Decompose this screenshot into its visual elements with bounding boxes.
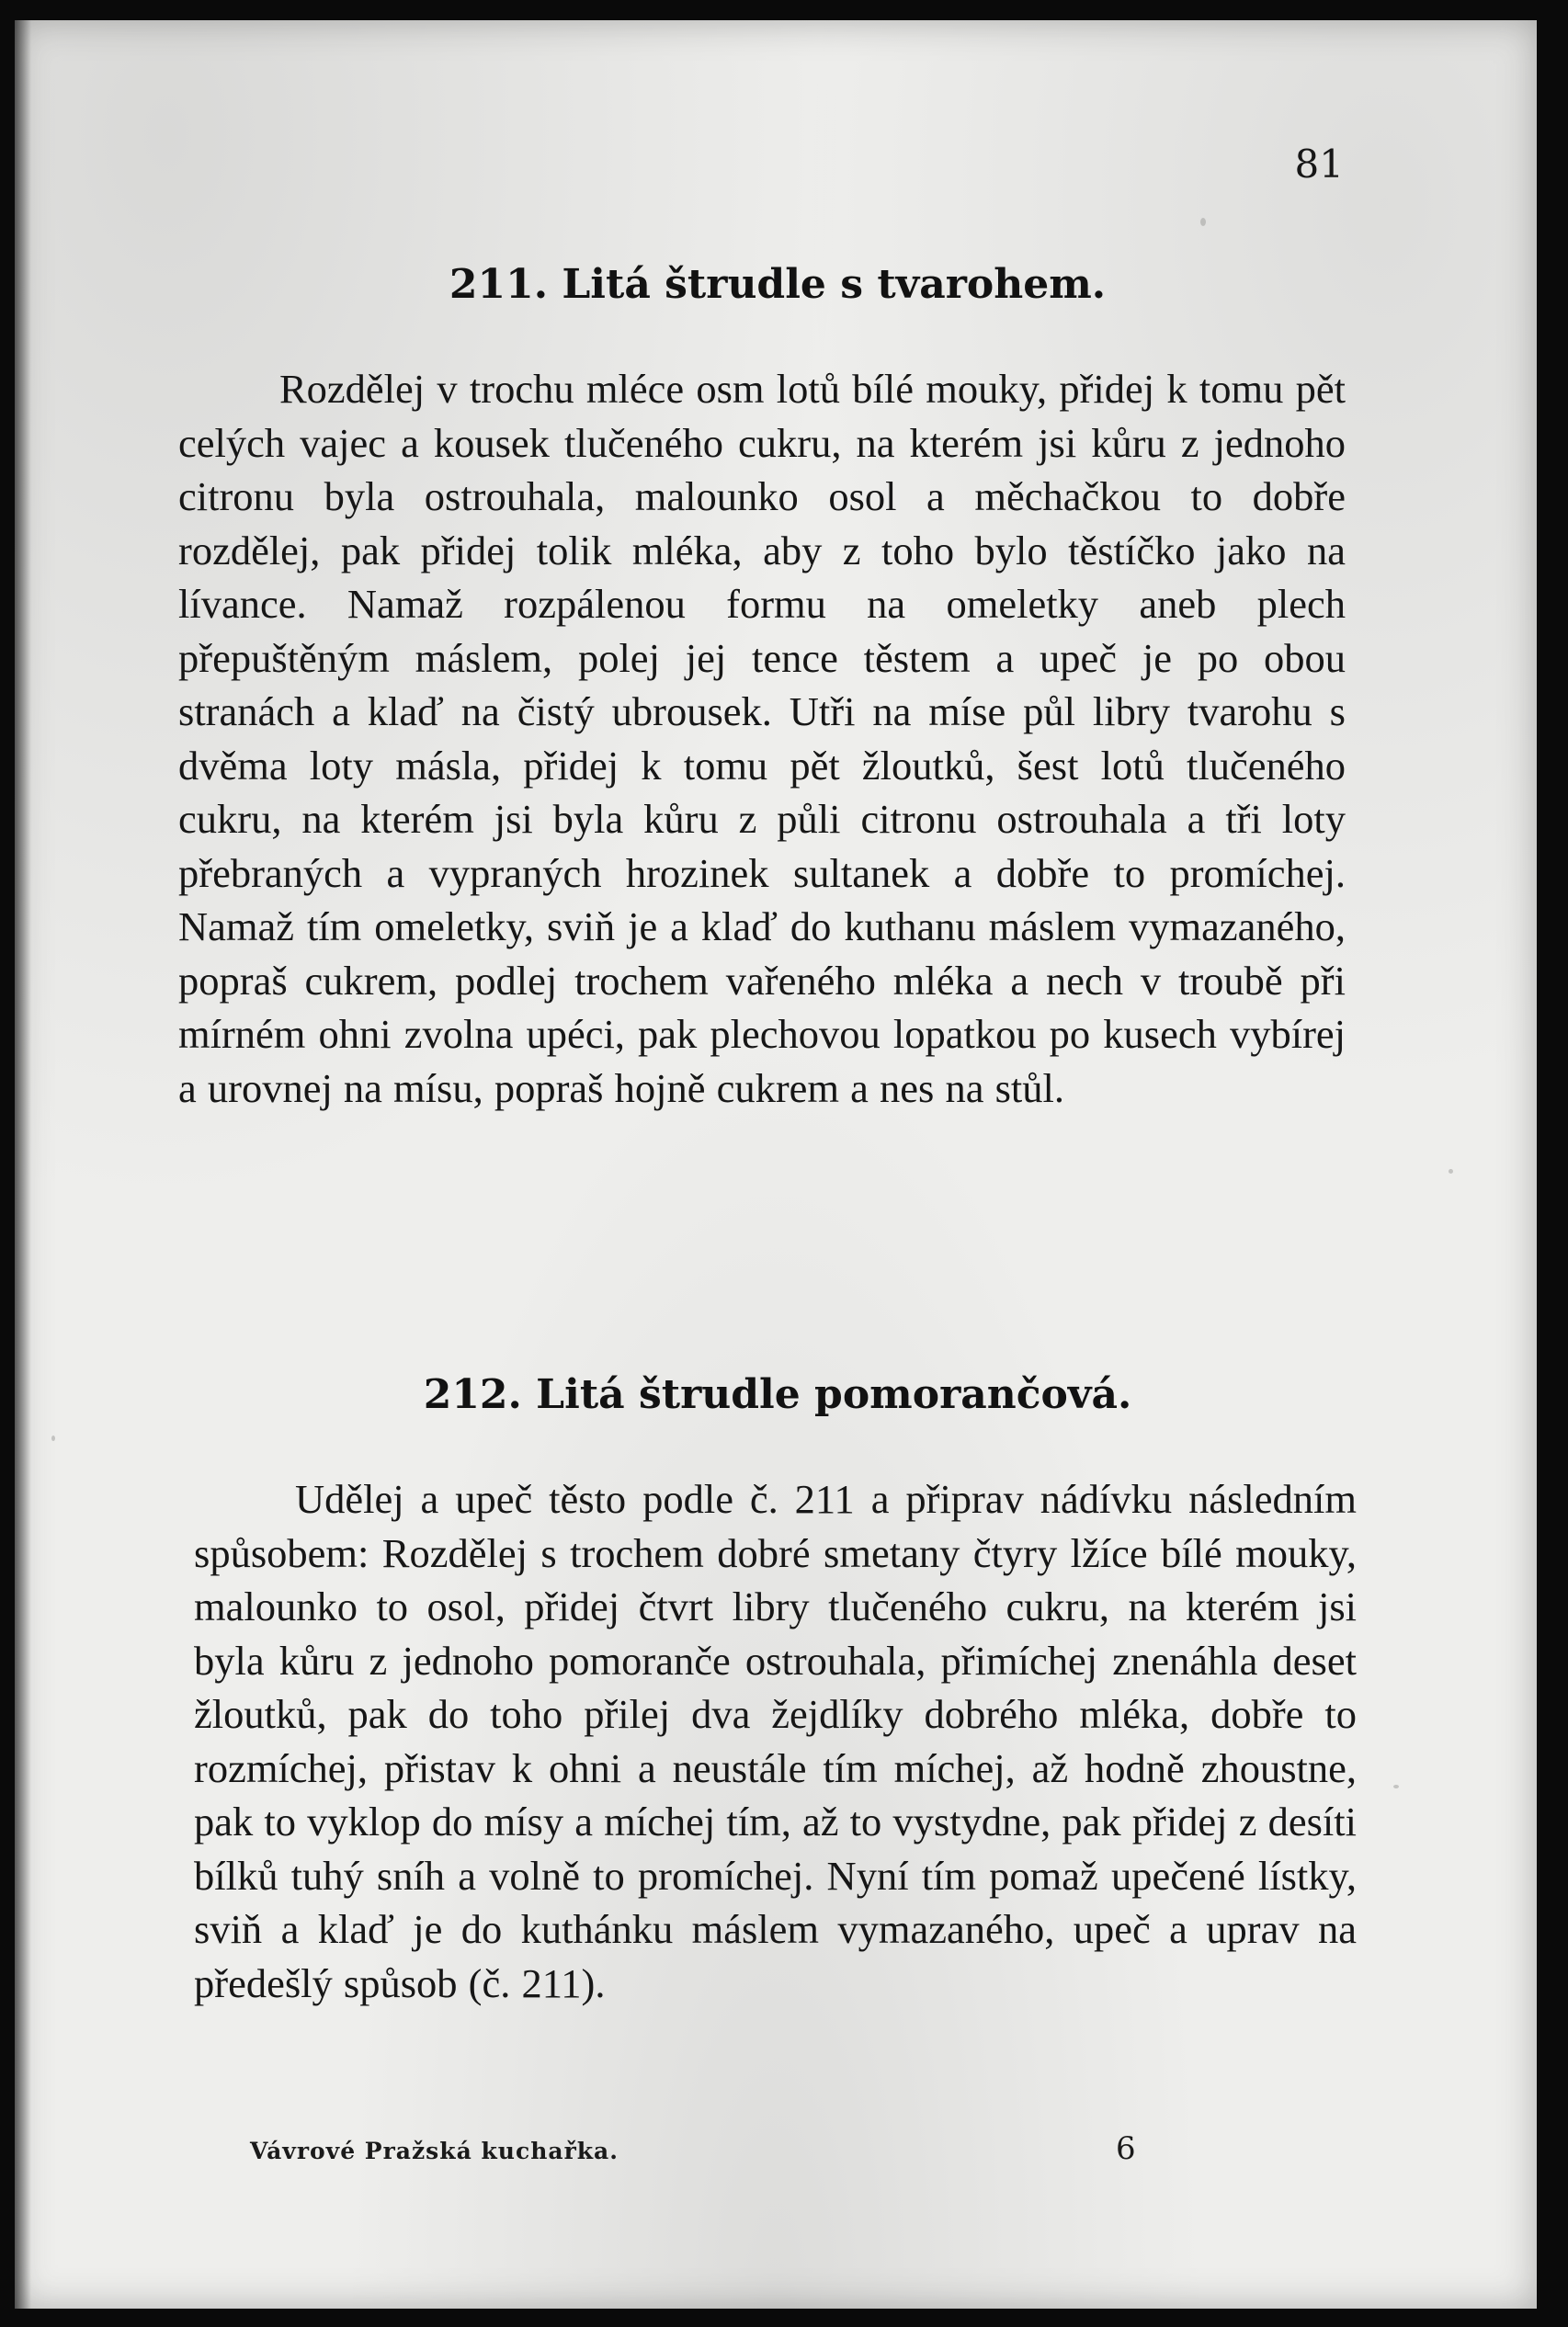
footer-credit: Vávrové Pražská kuchařka. bbox=[250, 2138, 619, 2164]
recipe-text-211: Rozdělej v trochu mléce osm lotů bílé mouky, přidej k tomu pět celých vajec a kousek tlučeného cukru, na kterém jsi kůru z jednoho citronu byla ostrouhala, malounko osol a měchačkou to dobře rozdělej, pak přidej tolik mléka, aby z toho bylo těstíčko jako na lívance. Namaž rozpálenou formu na omeletky aneb plech přepuštěným máslem, polej jej tence těstem a upeč je po obou stranách a klaď na čistý ubrousek. Utři na míse půl libry tvarohu s dvěma loty másla, přidej k tomu pět žloutků, šest lotů tlučeného cukru, na kterém jsi byla kůru z půli citronu ostrouhala a tři loty přebraných a vypraných hrozinek sultanek a dobře to promíchej. Namaž tím omeletky, sviň je a klaď do kuthanu máslem vymazaného, popraš cukrem, podlej trochem vařeného mléka a nech v troubě při mírném ohni zvolna upéci, pak plechovou lopatkou po kusech vybírej a urovnej na mísu, popraš hojně cukrem a nes na stůl. bbox=[178, 366, 1346, 1111]
paper-speck bbox=[1393, 1785, 1399, 1788]
signature-mark: 6 bbox=[1116, 2130, 1136, 2167]
recipe-title-212: 212. Litá štrudle pomorančová. bbox=[423, 1371, 1132, 1418]
binding-shadow bbox=[15, 20, 31, 2309]
recipe-text-212: Udělej a upeč těsto podle č. 211 a připrav nádívku následním spůsobem: Rozdělej s trochem dobré smetany čtyry lžíce bílé mouky, malounko to osol, přidej čtvrt libry tlučeného cukru, na kterém jsi byla kůru z jednoho pomoranče ostrouhala, přimíchej znenáhla deset žloutků, pak do toho přilej dva žejdlíky dobrého mléka, dobře to rozmíchej, přistav k ohni a neustále tím míchej, až hodně zhoustne, pak to vyklop do mísy a míchej tím, až to vystydne, pak přidej z desíti bílků tuhý sníh a volně to promíchej. Nyní tím pomaž upečené lístky, sviň a klaď je do kuthánku máslem vymazaného, upeč a uprav na předešlý spůsob (č. 211). bbox=[194, 1476, 1357, 2006]
paper-speck bbox=[1200, 218, 1206, 226]
recipe-title-211: 211. Litá štrudle s tvarohem. bbox=[449, 261, 1107, 308]
paper-speck bbox=[1449, 1169, 1453, 1174]
paper-speck bbox=[51, 1436, 55, 1441]
page-number: 81 bbox=[1294, 142, 1344, 187]
book-page bbox=[15, 20, 1537, 2309]
